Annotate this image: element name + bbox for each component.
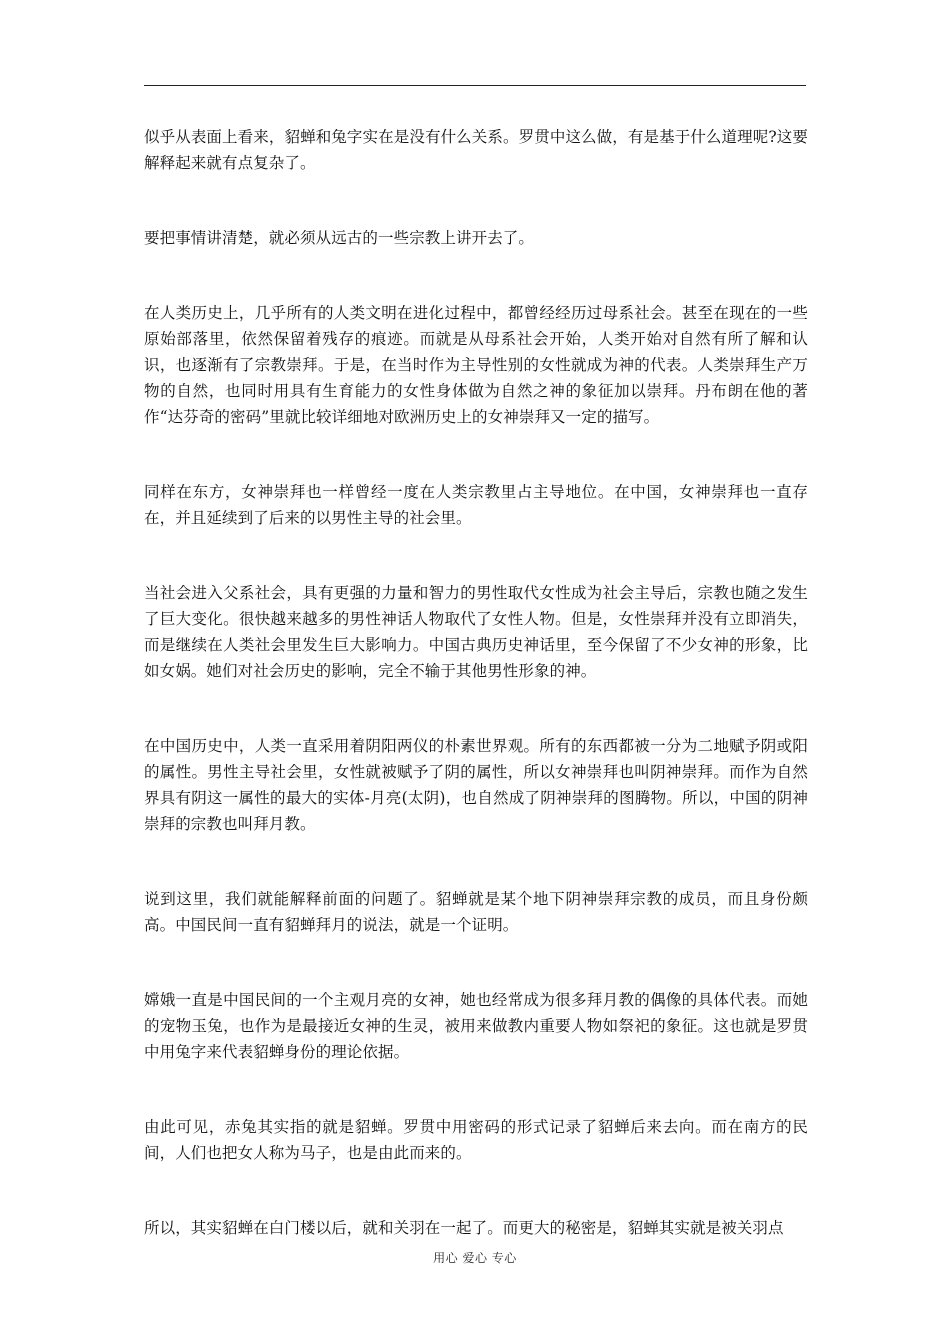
paragraph: 嫦娥一直是中国民间的一个主观月亮的女神，她也经常成为很多拜月教的偶像的具体代表。而她的宠物玉兔，也作为是最接近女神的生灵，被用来做教内重要人物如祭祀的象征。这也就是罗贯中用兔字来代表貂蝉身份的理论依据。: [144, 991, 808, 1061]
paragraph-truncated: 所以，其实貂蝉在白门楼以后，就和关羽在一起了。而更大的秘密是，貂蝉其实就是被关羽点: [144, 1219, 784, 1237]
paragraph: 由此可见，赤兔其实指的就是貂蝉。罗贯中用密码的形式记录了貂蝉后来去向。而在南方的民间，人们也把女人称为马子，也是由此而来的。: [144, 1118, 808, 1162]
paragraph: 似乎从表面上看来，貂蝉和兔字实在是没有什么关系。罗贯中这么做，有是基于什么道理呢?这要解释起来就有点复杂了。: [144, 128, 808, 172]
paragraph: 要把事情讲清楚，就必须从远古的一些宗教上讲开去了。: [144, 229, 535, 247]
paragraph: 当社会进入父系社会，具有更强的力量和智力的男性取代女性成为社会主导后，宗教也随之发生了巨大变化。很快越来越多的男性神话人物取代了女性人物。但是，女性崇拜并没有立即消失，而是继续在人类社会里发生巨大影响力。中国古典历史神话里，至今保留了不少女神的形象，比如女娲。她们对社会历史的影响，完全不输于其他男性形象的神。: [144, 584, 808, 680]
document-body: [144, 124, 808, 1241]
paragraph: 说到这里，我们就能解释前面的问题了。貂蝉就是某个地下阴神崇拜宗教的成员，而且身份颇高。中国民间一直有貂蝉拜月的说法，就是一个证明。: [144, 890, 808, 934]
header-rule: [144, 85, 806, 86]
paragraph: 在人类历史上，几乎所有的人类文明在进化过程中，都曾经经历过母系社会。甚至在现在的一些原始部落里，依然保留着残存的痕迹。而就是从母系社会开始，人类开始对自然有所了解和认识，也逐渐有了宗教崇拜。于是，在当时作为主导性别的女性就成为神的代表。人类崇拜生产万物的自然，也同时用具有生育能力的女性身体做为自然之神的象征加以崇拜。丹布朗在他的著作“达芬奇的密码”里就比较详细地对欧洲历史上的女神崇拜又一定的描写。: [144, 304, 808, 426]
paragraph: 在中国历史中，人类一直采用着阴阳两仪的朴素世界观。所有的东西都被一分为二地赋予阴或阳的属性。男性主导社会里，女性就被赋予了阴的属性，所以女神崇拜也叫阴神崇拜。而作为自然界具有阴这一属性的最大的实体-月亮(太阴)，也自然成了阴神崇拜的图腾物。所以，中国的阴神崇拜的宗教也叫拜月教。: [144, 737, 808, 833]
paragraph: 同样在东方，女神崇拜也一样曾经一度在人类宗教里占主导地位。在中国，女神崇拜也一直存在，并且延续到了后来的以男性主导的社会里。: [144, 483, 808, 527]
page-footer: 用心 爱心 专心: [433, 1251, 517, 1265]
